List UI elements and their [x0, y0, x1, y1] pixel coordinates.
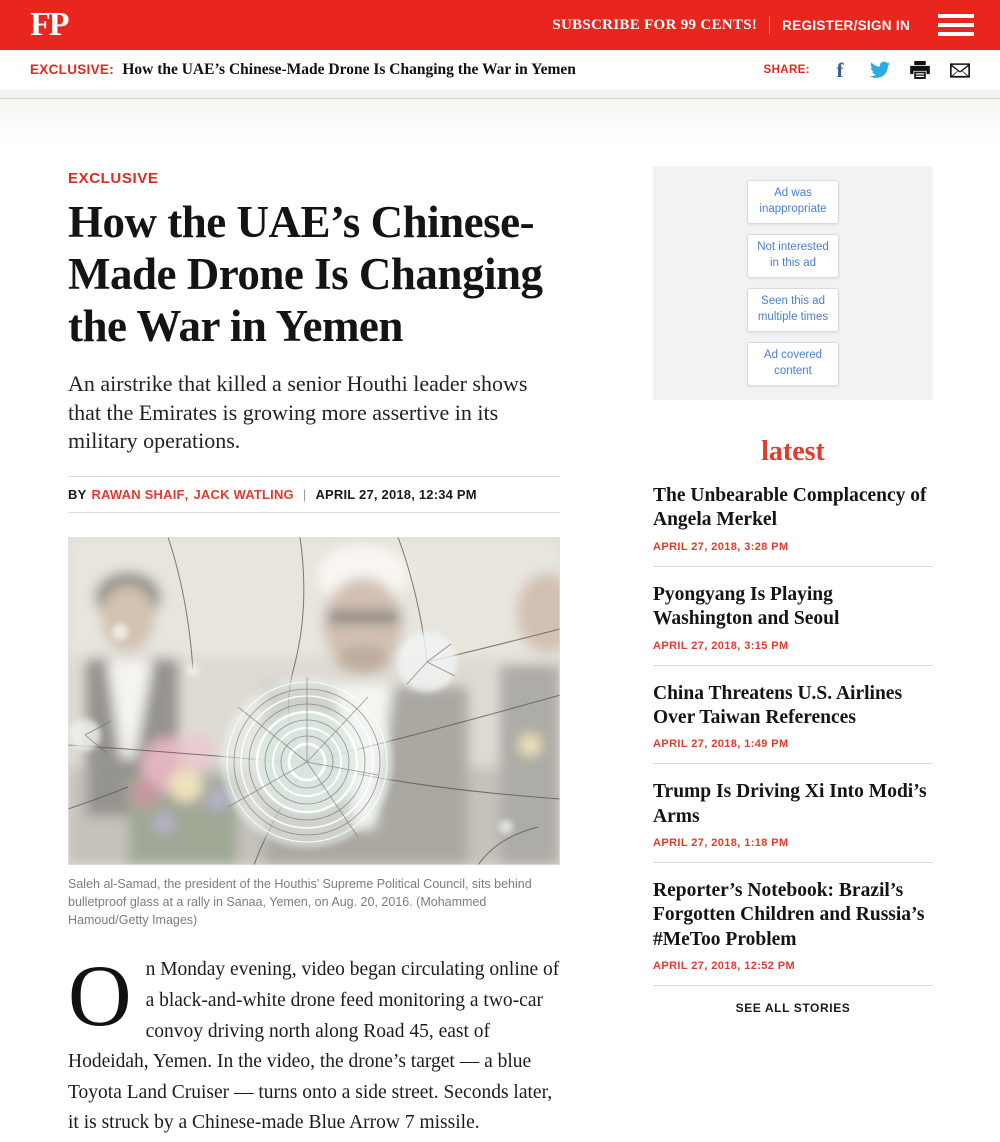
latest-item-date: APRIL 27, 2018, 1:18 PM [653, 837, 789, 849]
byline-pipe: | [302, 487, 307, 503]
latest-item-date: APRIL 27, 2018, 12:52 PM [653, 960, 796, 973]
latest-item-4[interactable] [653, 764, 933, 863]
body-text: n Monday evening, video began circulating online of a black-and-white drone feed monitoring a two-car convoy driving north along Road 45, east of Hodeidah, Yemen. In the video, the drone’s target — a blue Toyota Land Cruiser — turns onto a side street. Seconds later, it is struck by a Chinese-made Blue Arrow 7 missile. [68, 959, 560, 1134]
see-all-stories-link[interactable]: SEE ALL STORIES [735, 1001, 851, 1016]
ad-feedback-inappropriate-button[interactable]: Ad was inappropriate [747, 180, 839, 224]
latest-item-date: APRIL 27, 2018, 1:49 PM [653, 738, 789, 751]
register-signin-link[interactable]: REGISTER/SIGN IN [782, 17, 910, 33]
author-link-1[interactable]: RAWAN SHAIF [91, 487, 185, 503]
latest-item-date: APRIL 27, 2018, 3:15 PM [653, 639, 789, 652]
article-figure [68, 537, 560, 929]
breaking-title-link[interactable]: How the UAE’s Chinese-Made Drone Is Changing the War in Yemen [122, 61, 576, 78]
print-icon[interactable] [910, 60, 930, 80]
author-link-2[interactable]: JACK WATLING [193, 487, 294, 503]
latest-section [653, 436, 933, 1015]
article-body-paragraph [68, 948, 560, 1139]
sidebar [653, 145, 933, 1139]
share-label: SHARE: [763, 64, 810, 76]
article-main [68, 145, 560, 1139]
latest-item-headline: Pyongyang Is Playing Washington and Seoul [653, 583, 840, 630]
latest-item-headline: The Unbearable Complacency of Angela Merkel [653, 485, 927, 531]
latest-section-title: latest [761, 436, 825, 467]
hamburger-menu-icon[interactable] [938, 9, 974, 41]
dropcap: O [68, 948, 132, 1046]
breaking-news-bar [0, 50, 1000, 90]
twitter-icon[interactable] [870, 60, 890, 80]
byline-prefix: BY [68, 487, 87, 503]
latest-item-date: APRIL 27, 2018, 3:28 PM [653, 540, 789, 553]
divider-strip [0, 90, 1000, 99]
latest-item-1[interactable] [653, 468, 933, 567]
article-dek: An airstrike that killed a senior Houthi leader shows that the Emirates is growing more assertive in its military operations. [68, 371, 528, 454]
article-photo [68, 537, 560, 865]
ad-feedback-not-interested-button[interactable]: Not interested in this ad [747, 234, 839, 278]
ad-feedback-seen-multiple-button[interactable]: Seen this ad multiple times [747, 288, 839, 332]
latest-item-5[interactable] [653, 863, 933, 986]
byline-separator: , [184, 487, 189, 503]
publish-date: APRIL 27, 2018, 12:34 PM [315, 487, 477, 503]
subscribe-link[interactable]: SUBSCRIBE FOR 99 CENTS! [552, 16, 758, 33]
fade-band [0, 99, 1000, 145]
ad-feedback-panel [653, 166, 933, 400]
exclusive-label: EXCLUSIVE: [30, 62, 115, 77]
latest-item-headline: Reporter’s Notebook: Brazil’s Forgotten Children and Russia’s #MeToo Problem [653, 880, 925, 950]
topbar-divider [769, 16, 770, 34]
latest-item-3[interactable] [653, 666, 933, 765]
top-navigation-bar [0, 0, 1000, 50]
article-kicker: EXCLUSIVE [68, 170, 159, 187]
ad-feedback-covered-content-button[interactable]: Ad covered content [747, 342, 839, 386]
article-headline: How the UAE’s Chinese-Made Drone Is Changing the War in Yemen [68, 197, 543, 351]
fp-logo[interactable]: FP [30, 6, 68, 43]
byline-bottom-rule [68, 512, 560, 513]
facebook-icon[interactable]: f [836, 57, 844, 82]
email-icon[interactable] [950, 60, 970, 80]
latest-item-headline: China Threatens U.S. Airlines Over Taiwan References [653, 682, 903, 728]
byline [68, 477, 560, 512]
latest-item-2[interactable] [653, 567, 933, 666]
photo-caption: Saleh al-Samad, the president of the Houthis’ Supreme Political Council, sits behind bulletproof glass at a rally in Sanaa, Yemen, on Aug. 20, 2016. (Mohammed Hamoud/Getty Images) [68, 877, 532, 928]
latest-item-headline: Trump Is Driving Xi Into Modi’s Arms [653, 781, 927, 827]
